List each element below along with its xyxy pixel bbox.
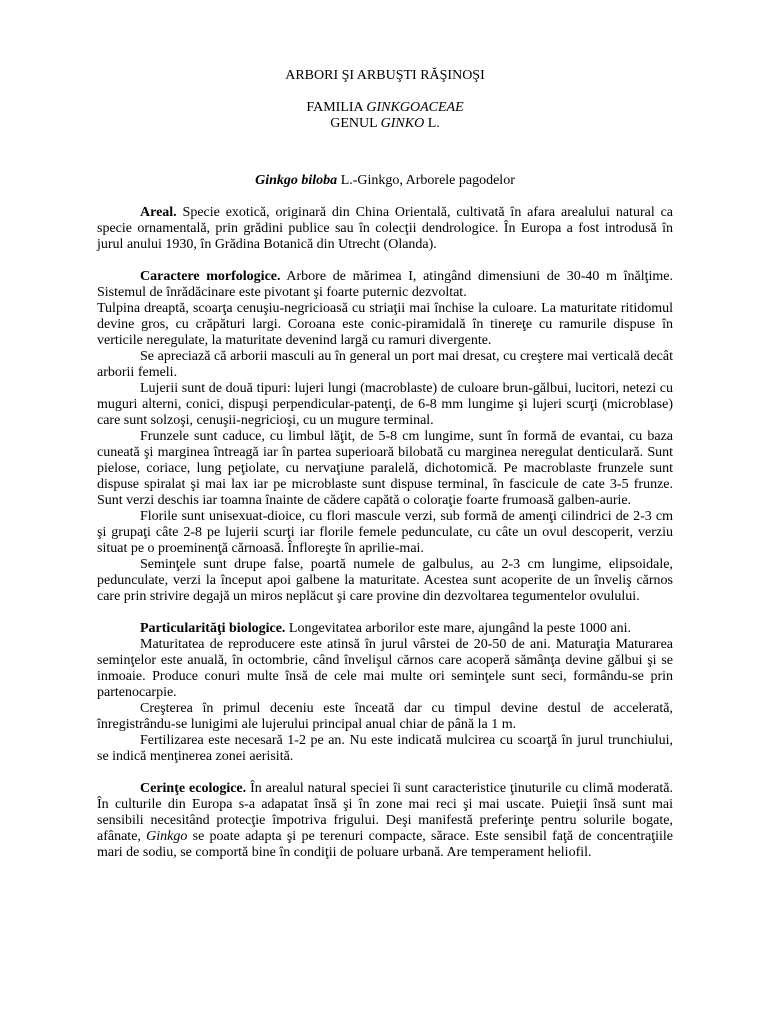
genus-prefix: GENUL (330, 116, 381, 131)
document-heading (97, 68, 673, 132)
morphology-label: Caractere morfologice. (140, 269, 281, 284)
heading-spacer (97, 132, 673, 173)
ecology-text-b: se poate adapta şi pe terenuri compacte, sărace. Este sensibil faţă de concentraţiile mari de sodiu, se comportă bine în condiţii de poluare urbană. Are temperament heliofil. (97, 829, 673, 860)
lujerii-paragraph: Lujerii sunt de două tipuri: lujeri lungi (macroblaste) de culoare brun-gălbui, lucitori, netezi cu muguri alterni, conici, dispuşi perpendicular-patenţi, de 6-8 mm lungime şi lujeri scurţi (microblase) care sunt solzoşi, cenuşii-negricioşi, cu un mugure terminal. (97, 381, 673, 428)
genus-line (97, 116, 673, 132)
section-morphology (97, 269, 673, 605)
frunzele-paragraph: Frunzele sunt caduce, cu limbul lăţit, de 5-8 cm lungime, sunt în formă de evantai, cu baza cuneată şi marginea întreagă iar în partea superioară bilobată cu marginea neregulat denticulară. Sunt pielose, coriace, lung peţiolate, cu nervaţiune paralelă, dichotomică. Pe macroblaste frunzele sunt dispuse spiralat şi mai lax iar pe microblaste sunt dispuse terminal, în fascicule de cate 3-5 frunze. Sunt verzi deschis iar toamna înainte de cădere capătă o coloraţie foarte frumoasă galben-aurie. (97, 429, 673, 508)
section-areal (97, 205, 673, 253)
main-title: ARBORI ŞI ARBUŞTI RĂŞINOŞI (285, 68, 485, 83)
ecology-label: Cerinţe ecologice. (140, 781, 247, 796)
family-name: GINKGOACEAE (366, 100, 464, 115)
family-line (97, 100, 673, 116)
species-common-names: L.-Ginkgo, Arborele pagodelor (337, 173, 515, 188)
section-biology (97, 621, 673, 765)
species-name: Ginkgo biloba (255, 173, 338, 188)
biology-label: Particularităţi biologice. (140, 621, 286, 636)
ecology-genus-italic: Ginkgo (146, 829, 188, 844)
florile-paragraph: Florile sunt unisexuat-dioice, cu flori mascule verzi, sub formă de amenţi cilindrici de 2-3 cm şi grupaţi câte 2-8 pe lujerii scurţi iar florile femele pedunculate, cu câte un ovul descoperit, verziu situat pe o proeminenţă cărnoasă. Înfloreşte în aprilie-mai. (97, 509, 673, 556)
family-prefix: FAMILIA (306, 100, 367, 115)
ecology-text-a: În arealul natural speciei îi sunt caracteristice ţinuturile cu climă moderată. În culturile din Europa s-a adapatat însă şi în zone mai reci şi mai uscate. Puieţii însă sunt mai sensibili necesitând protecţie împotriva frigului. Deşi manifestă preferinţe pentru solurile bogate, afânate, (97, 781, 673, 844)
biology-text: Longevitatea arborilor este mare, ajungând la peste 1000 ani. (285, 621, 632, 636)
ecology-paragraph (97, 781, 673, 861)
masculi-paragraph: Se apreciază că arborii masculi au în general un port mai dresat, cu creştere mai verticală decât arborii femeli. (97, 349, 673, 380)
fertilizarea-paragraph: Fertilizarea este necesară 1-2 pe an. Nu este indicată mulcirea cu scoarţă în jurul trunchiului, se indică menţinerea zonei aerisită. (97, 733, 673, 764)
morphology-intro-paragraph (97, 269, 673, 301)
areal-label: Areal. (140, 205, 177, 220)
section-ecology (97, 781, 673, 861)
areal-paragraph (97, 205, 673, 253)
areal-text: Specie exotică, originară din China Orientală, cultivată în afara arealului natural ca specie ornamentală, prin grădini publice sau în colecţii dendrologice. În Europa a fost introdusă în jurul anului 1930, în Grădina Botanică din Utrecht (Olanda). (97, 205, 673, 252)
species-heading (97, 173, 673, 189)
biology-intro-paragraph (97, 621, 673, 637)
semintele-paragraph: Seminţele sunt drupe false, poartă numele de galbulus, au 2-3 cm lungime, elipsoidale, pedunculate, verzi la început apoi galbene la maturitate. Acestea sunt acoperite de un înveliş cărnos care prin strivire degajă un miros neplăcut şi care provine din dezvoltarea tegumentelor ovulului. (97, 557, 673, 604)
genus-name: GINKO (380, 116, 425, 131)
genus-suffix: L. (424, 116, 440, 131)
tulpina-paragraph: Tulpina dreaptă, scoarţa cenuşiu-negricioasă cu striaţii mai închise la culoare. La maturitate ritidomul devine gros, cu crăpături largi. Coroana este conic-piramidală în tinereţe cu ramurile dispuse în verticile neregulate, la maturitate devenind largă cu ramuri divergente. (97, 301, 673, 348)
maturitatea-paragraph: Maturitatea de reproducere este atinsă în jurul vârstei de 20-50 de ani. Maturaţia Maturarea seminţelor este anuală, în octombrie, când învelişul cărnos care acoperă sămânţa devine gălbui şi se inmoaie. Produce conuri multe însă de cele mai multe ori seminţele sunt seci, formându-se prin partenocarpie. (97, 637, 673, 700)
morphology-text: Arbore de mărimea I, atingând dimensiuni de 30-40 m înălţime. Sistemul de înrădăcinare este pivotant şi foarte puternic dezvoltat. (97, 269, 673, 300)
cresterea-paragraph: Creşterea în primul deceniu este înceată dar cu timpul devine destul de accelerată, înregistrându-se lunigimi ale lujerului principal anual chiar de până la 1 m. (97, 701, 673, 732)
